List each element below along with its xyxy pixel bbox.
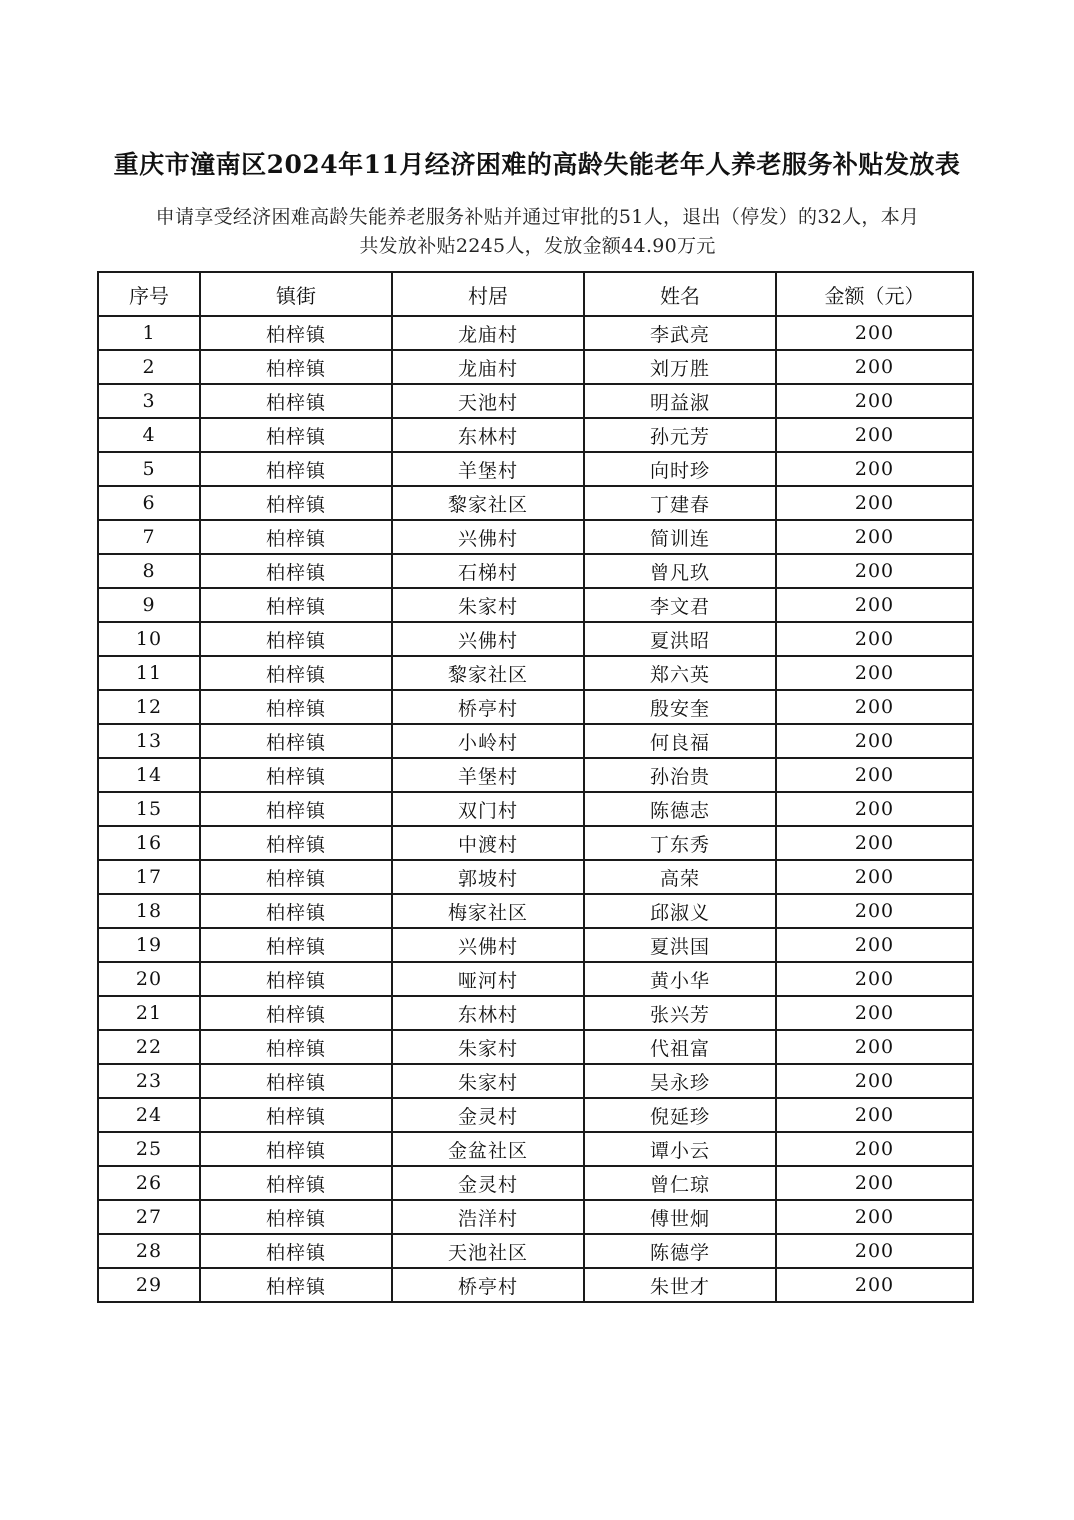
cell-name: 丁建春 xyxy=(584,486,776,520)
cell-amount: 200 xyxy=(776,452,973,486)
cell-town: 柏梓镇 xyxy=(200,316,392,350)
table-row xyxy=(98,1132,973,1166)
cell-town: 柏梓镇 xyxy=(200,690,392,724)
table-row xyxy=(98,656,973,690)
table-row xyxy=(98,350,973,384)
cell-name: 孙治贵 xyxy=(584,758,776,792)
cell-village: 兴佛村 xyxy=(392,520,584,554)
cell-town: 柏梓镇 xyxy=(200,792,392,826)
cell-village: 天池村 xyxy=(392,384,584,418)
cell-name: 向时珍 xyxy=(584,452,776,486)
cell-village: 金灵村 xyxy=(392,1166,584,1200)
cell-town: 柏梓镇 xyxy=(200,656,392,690)
cell-serial: 3 xyxy=(98,384,200,418)
cell-village: 朱家村 xyxy=(392,588,584,622)
cell-amount: 200 xyxy=(776,1166,973,1200)
cell-town: 柏梓镇 xyxy=(200,826,392,860)
cell-serial: 22 xyxy=(98,1030,200,1064)
cell-name: 曾仁琼 xyxy=(584,1166,776,1200)
cell-serial: 12 xyxy=(98,690,200,724)
cell-village: 中渡村 xyxy=(392,826,584,860)
cell-name: 邱淑义 xyxy=(584,894,776,928)
cell-serial: 10 xyxy=(98,622,200,656)
cell-amount: 200 xyxy=(776,792,973,826)
cell-serial: 20 xyxy=(98,962,200,996)
table-row xyxy=(98,758,973,792)
cell-serial: 6 xyxy=(98,486,200,520)
summary-line-1: 申请享受经济困难高龄失能养老服务补贴并通过审批的51人，退出（停发）的32人，本月 xyxy=(155,206,920,228)
cell-serial: 11 xyxy=(98,656,200,690)
cell-serial: 13 xyxy=(98,724,200,758)
table-row xyxy=(98,894,973,928)
subsidy-table xyxy=(97,271,974,1303)
cell-serial: 26 xyxy=(98,1166,200,1200)
cell-serial: 8 xyxy=(98,554,200,588)
cell-name: 丁东秀 xyxy=(584,826,776,860)
cell-village: 金灵村 xyxy=(392,1098,584,1132)
cell-town: 柏梓镇 xyxy=(200,554,392,588)
cell-name: 夏洪昭 xyxy=(584,622,776,656)
table-row xyxy=(98,554,973,588)
cell-village: 东林村 xyxy=(392,418,584,452)
cell-village: 黎家社区 xyxy=(392,486,584,520)
cell-village: 金盆社区 xyxy=(392,1132,584,1166)
cell-town: 柏梓镇 xyxy=(200,520,392,554)
cell-village: 天池社区 xyxy=(392,1234,584,1268)
cell-name: 陈德学 xyxy=(584,1234,776,1268)
cell-town: 柏梓镇 xyxy=(200,1200,392,1234)
cell-town: 柏梓镇 xyxy=(200,588,392,622)
cell-village: 朱家村 xyxy=(392,1064,584,1098)
table-row xyxy=(98,316,973,350)
cell-name: 李文君 xyxy=(584,588,776,622)
cell-amount: 200 xyxy=(776,588,973,622)
cell-village: 郭坡村 xyxy=(392,860,584,894)
cell-village: 龙庙村 xyxy=(392,350,584,384)
cell-village: 桥亭村 xyxy=(392,1268,584,1302)
table-row xyxy=(98,1030,973,1064)
summary-line-2: 共发放补贴2245人，发放金额44.90万元 xyxy=(359,235,716,257)
cell-serial: 16 xyxy=(98,826,200,860)
cell-serial: 27 xyxy=(98,1200,200,1234)
cell-amount: 200 xyxy=(776,1200,973,1234)
cell-serial: 21 xyxy=(98,996,200,1030)
table-row xyxy=(98,928,973,962)
table-row xyxy=(98,1234,973,1268)
document-title: 重庆市潼南区2024年11月经济困难的高龄失能老年人养老服务补贴发放表 xyxy=(113,150,961,179)
cell-town: 柏梓镇 xyxy=(200,860,392,894)
table-row xyxy=(98,588,973,622)
cell-village: 兴佛村 xyxy=(392,622,584,656)
table-header-row xyxy=(98,272,973,316)
cell-town: 柏梓镇 xyxy=(200,1166,392,1200)
cell-town: 柏梓镇 xyxy=(200,962,392,996)
table-row xyxy=(98,622,973,656)
cell-amount: 200 xyxy=(776,1268,973,1302)
table-row xyxy=(98,1268,973,1302)
cell-name: 夏洪国 xyxy=(584,928,776,962)
cell-serial: 25 xyxy=(98,1132,200,1166)
table-row xyxy=(98,1200,973,1234)
cell-serial: 19 xyxy=(98,928,200,962)
cell-amount: 200 xyxy=(776,418,973,452)
cell-amount: 200 xyxy=(776,724,973,758)
table-row xyxy=(98,1064,973,1098)
cell-name: 曾凡玖 xyxy=(584,554,776,588)
cell-village: 羊堡村 xyxy=(392,758,584,792)
table-row xyxy=(98,996,973,1030)
cell-serial: 17 xyxy=(98,860,200,894)
cell-town: 柏梓镇 xyxy=(200,1132,392,1166)
cell-serial: 24 xyxy=(98,1098,200,1132)
cell-amount: 200 xyxy=(776,622,973,656)
cell-town: 柏梓镇 xyxy=(200,486,392,520)
cell-village: 朱家村 xyxy=(392,1030,584,1064)
cell-town: 柏梓镇 xyxy=(200,1098,392,1132)
table-row xyxy=(98,792,973,826)
cell-town: 柏梓镇 xyxy=(200,894,392,928)
table-row xyxy=(98,690,973,724)
header-name: 姓名 xyxy=(584,272,776,316)
cell-amount: 200 xyxy=(776,928,973,962)
cell-name: 孙元芳 xyxy=(584,418,776,452)
cell-amount: 200 xyxy=(776,1030,973,1064)
cell-village: 羊堡村 xyxy=(392,452,584,486)
cell-town: 柏梓镇 xyxy=(200,1030,392,1064)
cell-amount: 200 xyxy=(776,316,973,350)
header-village: 村居 xyxy=(392,272,584,316)
cell-serial: 18 xyxy=(98,894,200,928)
cell-amount: 200 xyxy=(776,826,973,860)
table-row xyxy=(98,384,973,418)
header-town: 镇街 xyxy=(200,272,392,316)
cell-name: 殷安奎 xyxy=(584,690,776,724)
cell-village: 石梯村 xyxy=(392,554,584,588)
cell-name: 高荣 xyxy=(584,860,776,894)
cell-village: 东林村 xyxy=(392,996,584,1030)
cell-town: 柏梓镇 xyxy=(200,724,392,758)
cell-amount: 200 xyxy=(776,894,973,928)
cell-town: 柏梓镇 xyxy=(200,1064,392,1098)
cell-village: 梅家社区 xyxy=(392,894,584,928)
cell-town: 柏梓镇 xyxy=(200,996,392,1030)
cell-village: 哑河村 xyxy=(392,962,584,996)
cell-name: 黄小华 xyxy=(584,962,776,996)
cell-village: 小岭村 xyxy=(392,724,584,758)
cell-amount: 200 xyxy=(776,350,973,384)
cell-amount: 200 xyxy=(776,1098,973,1132)
cell-village: 龙庙村 xyxy=(392,316,584,350)
cell-town: 柏梓镇 xyxy=(200,1268,392,1302)
table-row xyxy=(98,1098,973,1132)
table-row xyxy=(98,724,973,758)
cell-amount: 200 xyxy=(776,486,973,520)
cell-village: 黎家社区 xyxy=(392,656,584,690)
cell-name: 明益淑 xyxy=(584,384,776,418)
table-row xyxy=(98,860,973,894)
cell-name: 陈德志 xyxy=(584,792,776,826)
cell-serial: 2 xyxy=(98,350,200,384)
cell-serial: 29 xyxy=(98,1268,200,1302)
table-row xyxy=(98,1166,973,1200)
cell-name: 张兴芳 xyxy=(584,996,776,1030)
cell-amount: 200 xyxy=(776,1234,973,1268)
cell-town: 柏梓镇 xyxy=(200,418,392,452)
header-amount: 金额（元） xyxy=(776,272,973,316)
cell-amount: 200 xyxy=(776,860,973,894)
cell-serial: 28 xyxy=(98,1234,200,1268)
cell-amount: 200 xyxy=(776,962,973,996)
cell-amount: 200 xyxy=(776,690,973,724)
cell-village: 桥亭村 xyxy=(392,690,584,724)
cell-town: 柏梓镇 xyxy=(200,384,392,418)
header-serial: 序号 xyxy=(98,272,200,316)
cell-amount: 200 xyxy=(776,656,973,690)
cell-serial: 5 xyxy=(98,452,200,486)
cell-name: 代祖富 xyxy=(584,1030,776,1064)
cell-village: 双门村 xyxy=(392,792,584,826)
cell-name: 刘万胜 xyxy=(584,350,776,384)
cell-amount: 200 xyxy=(776,384,973,418)
cell-serial: 15 xyxy=(98,792,200,826)
table-row xyxy=(98,486,973,520)
cell-village: 浩洋村 xyxy=(392,1200,584,1234)
cell-name: 李武亮 xyxy=(584,316,776,350)
cell-amount: 200 xyxy=(776,1064,973,1098)
cell-town: 柏梓镇 xyxy=(200,1234,392,1268)
cell-town: 柏梓镇 xyxy=(200,622,392,656)
cell-village: 兴佛村 xyxy=(392,928,584,962)
cell-name: 谭小云 xyxy=(584,1132,776,1166)
cell-serial: 4 xyxy=(98,418,200,452)
cell-name: 倪延珍 xyxy=(584,1098,776,1132)
cell-amount: 200 xyxy=(776,758,973,792)
table-row xyxy=(98,962,973,996)
cell-amount: 200 xyxy=(776,554,973,588)
cell-name: 简训连 xyxy=(584,520,776,554)
cell-serial: 7 xyxy=(98,520,200,554)
table-row xyxy=(98,520,973,554)
table-body xyxy=(98,316,973,1302)
table-row xyxy=(98,826,973,860)
cell-amount: 200 xyxy=(776,520,973,554)
cell-serial: 9 xyxy=(98,588,200,622)
cell-name: 何良福 xyxy=(584,724,776,758)
cell-name: 傅世炯 xyxy=(584,1200,776,1234)
cell-town: 柏梓镇 xyxy=(200,758,392,792)
cell-serial: 23 xyxy=(98,1064,200,1098)
cell-town: 柏梓镇 xyxy=(200,452,392,486)
cell-name: 朱世才 xyxy=(584,1268,776,1302)
cell-name: 郑六英 xyxy=(584,656,776,690)
cell-town: 柏梓镇 xyxy=(200,928,392,962)
summary-paragraph xyxy=(110,203,965,261)
table-row xyxy=(98,452,973,486)
cell-serial: 1 xyxy=(98,316,200,350)
cell-amount: 200 xyxy=(776,1132,973,1166)
table-row xyxy=(98,418,973,452)
cell-town: 柏梓镇 xyxy=(200,350,392,384)
cell-amount: 200 xyxy=(776,996,973,1030)
cell-serial: 14 xyxy=(98,758,200,792)
cell-name: 吴永珍 xyxy=(584,1064,776,1098)
